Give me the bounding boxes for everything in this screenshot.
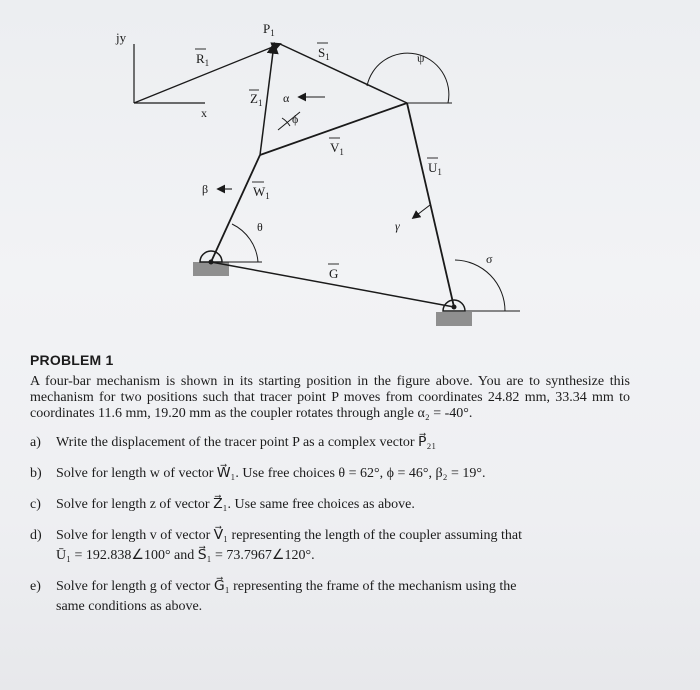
vector-s1 [280,44,407,103]
part-text: Solve for length z of vector Z⃗₁. Use same free choices as above. [56,497,415,512]
label-gamma: γ [395,219,400,233]
vector-r1 [134,44,280,103]
label-u1: $U_1$ [428,160,442,177]
problem-part-d [30,527,630,564]
label-g1: G [329,266,339,281]
part-label: b) [30,466,42,481]
problem-statement [30,352,630,629]
angle-arrows [218,97,430,218]
part-label: e) [30,579,41,594]
label-phi: ϕ [292,112,299,126]
label-jy: jy [116,30,127,45]
part-label: d) [30,528,42,543]
label-s1: $S_1$ [318,45,330,62]
part-text-continued: Ū₁ = 192.838∠100° and S⃗₁ = 73.7967∠120°. [56,548,315,563]
label-sigma: σ [486,252,493,266]
problem-part-b [30,465,630,482]
label-theta: θ [257,220,263,234]
part-text: Write the displacement of the tracer point P as a complex vector P⃗₂₁ [56,435,437,450]
problem-part-e [30,578,630,615]
problem-title: PROBLEM 1 [30,352,114,368]
part-text: Solve for length g of vector G⃗₁ representing the frame of the mechanism using the [56,579,517,594]
coordinate-axes [134,44,205,103]
label-p1: $P_1$ [263,21,275,38]
vector-u1 [407,103,454,307]
label-z1: $Z_1$ [250,91,263,108]
part-text: Solve for length v of vector V⃗₁ representing the length of the coupler assuming that [56,528,522,543]
figure-labels [115,21,493,281]
problem-part-a [30,434,630,451]
part-text: Solve for length w of vector W⃗₁. Use free choices θ = 62°, ϕ = 46°, β₂ = 19°. [56,466,486,481]
part-text-continued: same conditions as above. [56,599,203,614]
vector-w1 [211,155,260,262]
problem-part-c [30,496,630,513]
label-psi: ψ [417,51,425,65]
part-label: c) [30,497,41,512]
problem-parts [30,434,630,615]
label-w1: $W_1$ [253,184,270,201]
part-label: a) [30,435,41,450]
problem-intro: A four-bar mechanism is shown in its starting position in the figure above. You are to synthesize this mechanism for two positions such that tracer point P moves from coordinates 24.82 mm, 33.34 mm to coordinates 11.6 mm, 19.20 mm as the coupler rotates through angle α₂ = -40°. [30,374,630,421]
label-r1: $R_1$ [196,51,210,68]
label-beta: β [202,182,209,196]
label-v1: $V_1$ [330,140,344,157]
label-x: x [201,106,207,120]
ground-pivot-left [193,251,229,276]
label-alpha: α [283,91,290,105]
